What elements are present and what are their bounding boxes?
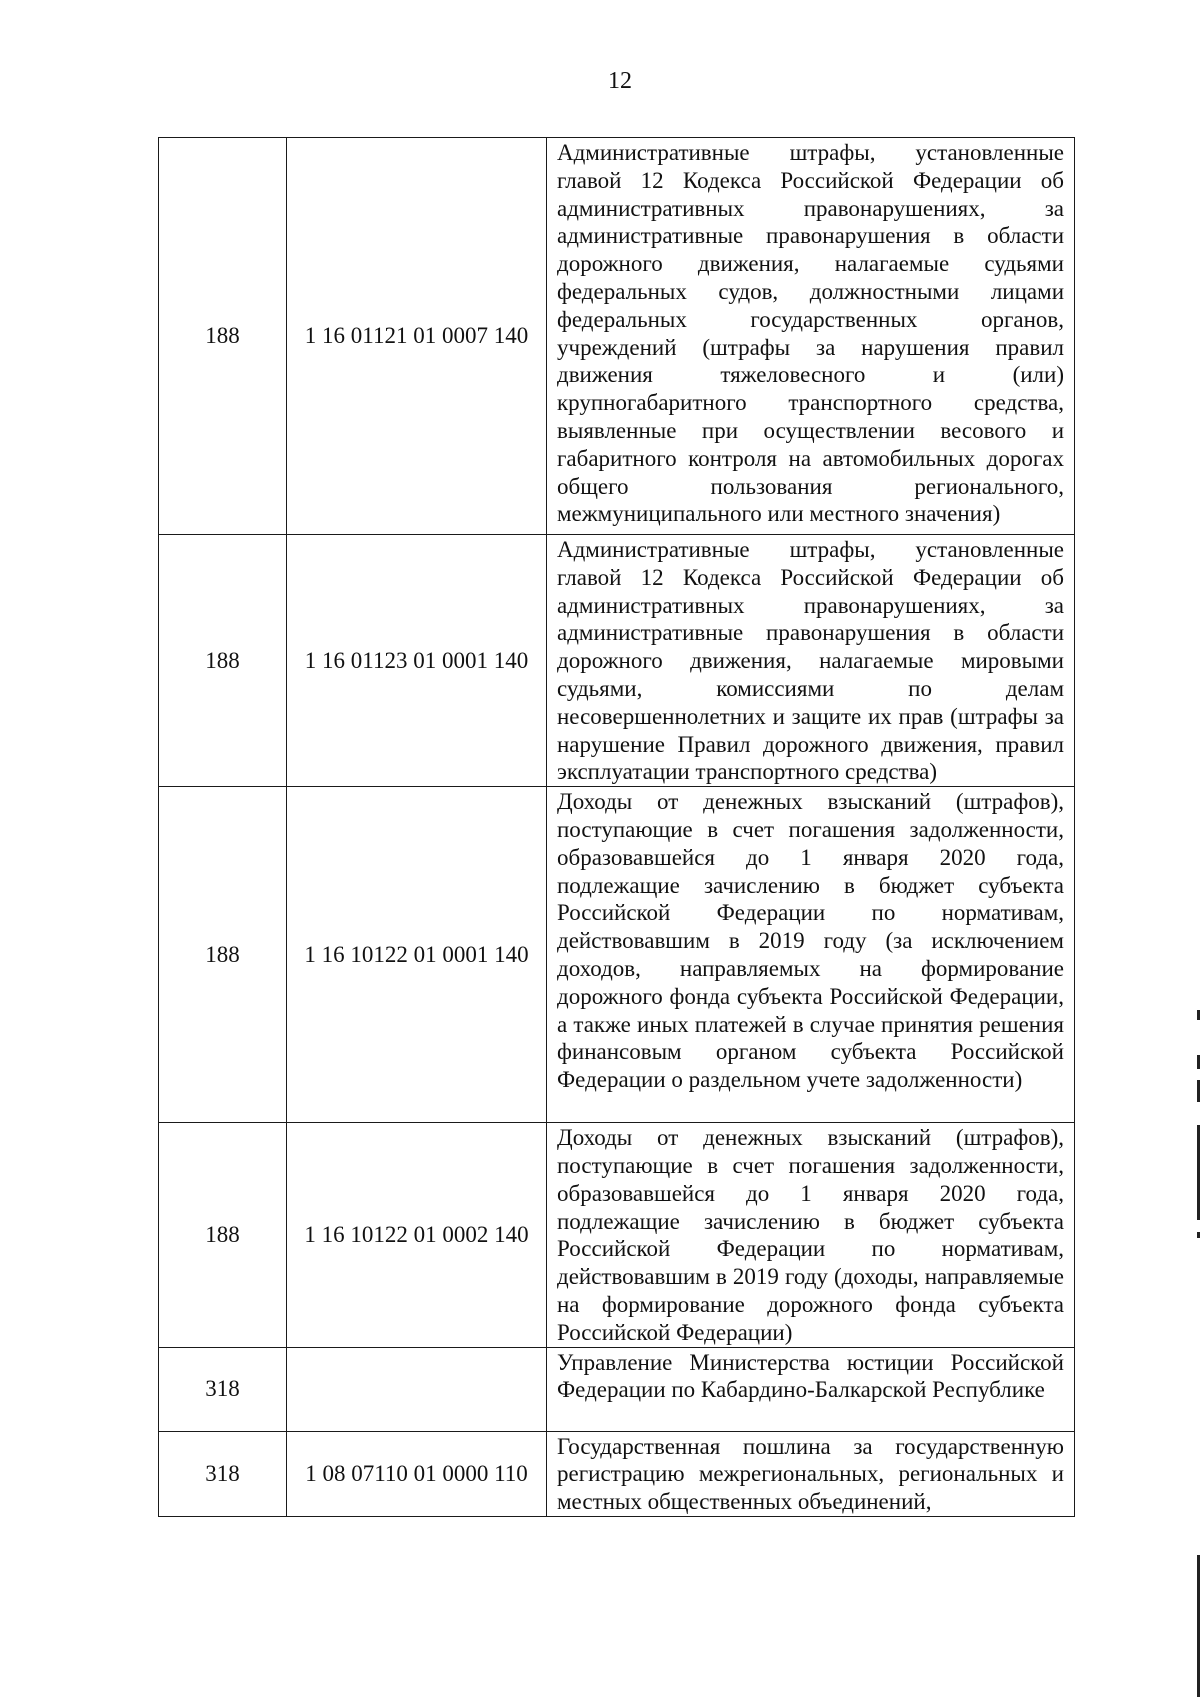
description-text: Доходы от денежных взысканий (штрафов), поступающие в счет погашения задолженности, образовавшейся до 1 января 2020 года, подлежащие зачислению в бюджет субъекта Российской Федерации по нормативам, действовавшим в 2019 году (доходы, направляемые на формирование дорожного фонда субъекта Российской Федерации): [557, 1125, 1064, 1345]
description-cell: [547, 535, 1075, 787]
admin-code-cell: 188: [159, 787, 287, 1123]
admin-code-cell: 188: [159, 535, 287, 787]
description-text: Государственная пошлина за государственную регистрацию межрегиональных, региональных и местных общественных объединений,: [557, 1433, 1064, 1515]
budget-codes-table: [158, 137, 1075, 1517]
description-cell: [547, 787, 1075, 1123]
description-cell: [547, 138, 1075, 535]
table-row: [159, 535, 1075, 787]
table-row: [159, 138, 1075, 535]
table-row: [159, 1123, 1075, 1347]
admin-code-cell: 188: [159, 138, 287, 535]
table-row: [159, 787, 1075, 1123]
budget-code-cell: 1 16 10122 01 0001 140: [287, 787, 547, 1123]
budget-code-cell: 1 16 10122 01 0002 140: [287, 1123, 547, 1347]
budget-code-cell: 1 08 07110 01 0000 110: [287, 1431, 547, 1516]
admin-code-cell: 188: [159, 1123, 287, 1347]
table-row: [159, 1431, 1075, 1516]
table-row: [159, 1347, 1075, 1431]
budget-code-cell: 1 16 01123 01 0001 140: [287, 535, 547, 787]
description-text: Административные штрафы, установленные главой 12 Кодекса Российской Федерации об административных правонарушениях, за административные правонарушения в области дорожного движения, налагаемые мировыми судьями, комиссиями по делам несовершеннолетних и защите их прав (штрафы за нарушение Правил дорожного движения, правил эксплуатации транспортного средства): [557, 537, 1064, 785]
description-text: Административные штрафы, установленные главой 12 Кодекса Российской Федерации об административных правонарушениях, за административные правонарушения в области дорожного движения, налагаемые судьями федеральных судов, должностными лицами федеральных государственных органов, учреждений (штрафы за нарушения правил движения тяжеловесного и (или) крупногабаритного транспортного средства, выявленные при осуществлении весового и габаритного контроля на автомобильных дорогах общего пользования регионального, межмуниципального или местного значения): [557, 140, 1064, 527]
description-text: Доходы от денежных взысканий (штрафов), поступающие в счет погашения задолженности, образовавшейся до 1 января 2020 года, подлежащие зачислению в бюджет субъекта Российской Федерации по нормативам, действовавшим в 2019 году (за исключением доходов, направляемых на формирование дорожного фонда субъекта Российской Федерации, а также иных платежей в случае принятия решения финансовым органом субъекта Российской Федерации о раздельном учете задолженности): [557, 789, 1064, 1093]
description-cell: [547, 1347, 1075, 1431]
description-cell: [547, 1123, 1075, 1347]
budget-code-cell: 1 16 01121 01 0007 140: [287, 138, 547, 535]
description-cell: [547, 1431, 1075, 1516]
description-text: Управление Министерства юстиции Российской Федерации по Кабардино-Балкарской Республике: [557, 1349, 1064, 1403]
admin-code-cell: 318: [159, 1431, 287, 1516]
admin-code-cell: 318: [159, 1347, 287, 1431]
budget-code-cell: [287, 1347, 547, 1431]
page-number: 12: [608, 68, 632, 94]
